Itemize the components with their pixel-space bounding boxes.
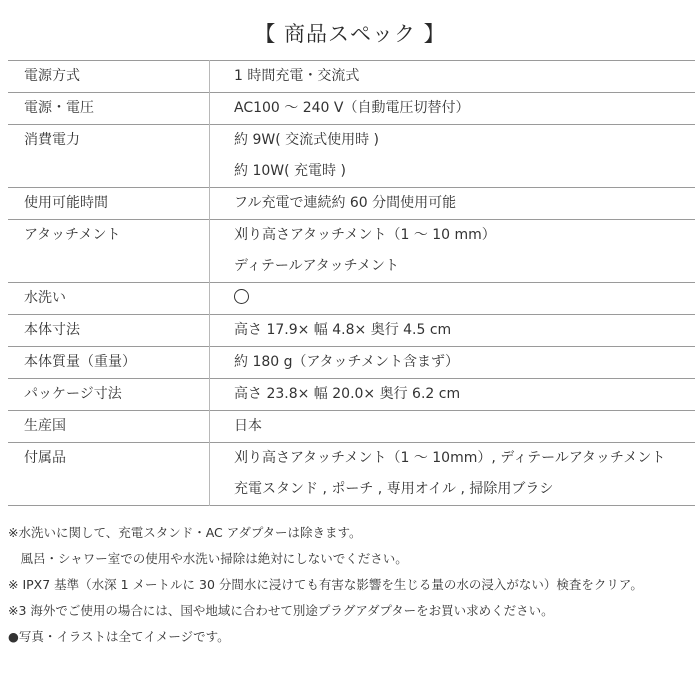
- note-line: ●写真・イラストは全てイメージです。: [8, 629, 230, 644]
- spec-value-cell: [210, 443, 696, 506]
- spec-value-cell: [210, 188, 696, 220]
- spec-value-cell: [210, 379, 696, 411]
- spec-label: アタッチメント: [8, 220, 210, 283]
- spec-row-body-size: [8, 315, 695, 347]
- spec-value-cell: [210, 283, 696, 315]
- spec-value-cell: [210, 315, 696, 347]
- note-line: ※3 海外でご使用の場合には、国や地域に合わせて別途プラグアダプターをお買い求めください。: [8, 603, 554, 618]
- spec-row-package-size: [8, 379, 695, 411]
- spec-value: 刈り高さアタッチメント（1 ～ 10 mm）: [234, 227, 496, 243]
- spec-value: 約 180 g（アタッチメント含まず）: [234, 354, 459, 370]
- spec-row-accessories: [8, 443, 695, 506]
- spec-table: [8, 60, 695, 506]
- spec-value: 高さ 17.9× 幅 4.8× 奥行 4.5 cm: [234, 322, 452, 338]
- circle-mark-icon: [234, 289, 249, 304]
- spec-value-cell: [210, 411, 696, 443]
- spec-label: 電源方式: [8, 61, 210, 93]
- spec-value: ディテールアタッチメント: [234, 258, 400, 274]
- spec-value: 充電スタンド , ポーチ , 専用オイル , 掃除用ブラシ: [234, 481, 554, 497]
- spec-row-attachments: [8, 220, 695, 283]
- spec-value: AC100 ～ 240 V（自動電圧切替付）: [234, 100, 470, 116]
- spec-row-country: [8, 411, 695, 443]
- note-line: ※ IPX7 基準（水深 1 メートルに 30 分間水に浸けても有害な影響を生じる量の水の浸入がない）検査をクリア。: [8, 577, 643, 592]
- spec-row-weight: [8, 347, 695, 379]
- spec-value-cell: [210, 220, 696, 283]
- spec-value: [234, 283, 695, 314]
- spec-row-power-consumption: [8, 125, 695, 188]
- spec-label: 本体寸法: [8, 315, 210, 347]
- spec-label: 使用可能時間: [8, 188, 210, 220]
- spec-label: 本体質量（重量）: [8, 347, 210, 379]
- spec-row-power-type: [8, 61, 695, 93]
- spec-value: 刈り高さアタッチメント（1 ～ 10mm）, ディテールアタッチメント: [234, 450, 666, 466]
- spec-value-cell: [210, 347, 696, 379]
- spec-label: 電源・電圧: [8, 93, 210, 125]
- note-line: 風呂・シャワー室での使用や水洗い掃除は絶対にしないでください。: [8, 551, 408, 566]
- spec-value: 1 時間充電・交流式: [234, 68, 360, 84]
- spec-label: 生産国: [8, 411, 210, 443]
- spec-row-usage-time: [8, 188, 695, 220]
- spec-label: 付属品: [8, 443, 210, 506]
- spec-value-cell: [210, 61, 696, 93]
- notes-section: [8, 520, 698, 650]
- spec-row-washable: [8, 283, 695, 315]
- spec-value: 高さ 23.8× 幅 20.0× 奥行 6.2 cm: [234, 386, 461, 402]
- spec-label: 消費電力: [8, 125, 210, 188]
- spec-value-cell: [210, 125, 696, 188]
- spec-value: 約 9W( 交流式使用時 ): [234, 132, 380, 148]
- spec-value: 約 10W( 充電時 ): [234, 163, 346, 179]
- page-title: 【 商品スペック 】: [254, 22, 446, 46]
- spec-value: フル充電で連続約 60 分間使用可能: [234, 195, 457, 211]
- spec-value-cell: [210, 93, 696, 125]
- spec-label: パッケージ寸法: [8, 379, 210, 411]
- note-line: ※水洗いに関して、充電スタンド・AC アダプターは除きます。: [8, 525, 362, 540]
- spec-row-voltage: [8, 93, 695, 125]
- spec-value: 日本: [234, 418, 262, 434]
- spec-label: 水洗い: [8, 283, 210, 315]
